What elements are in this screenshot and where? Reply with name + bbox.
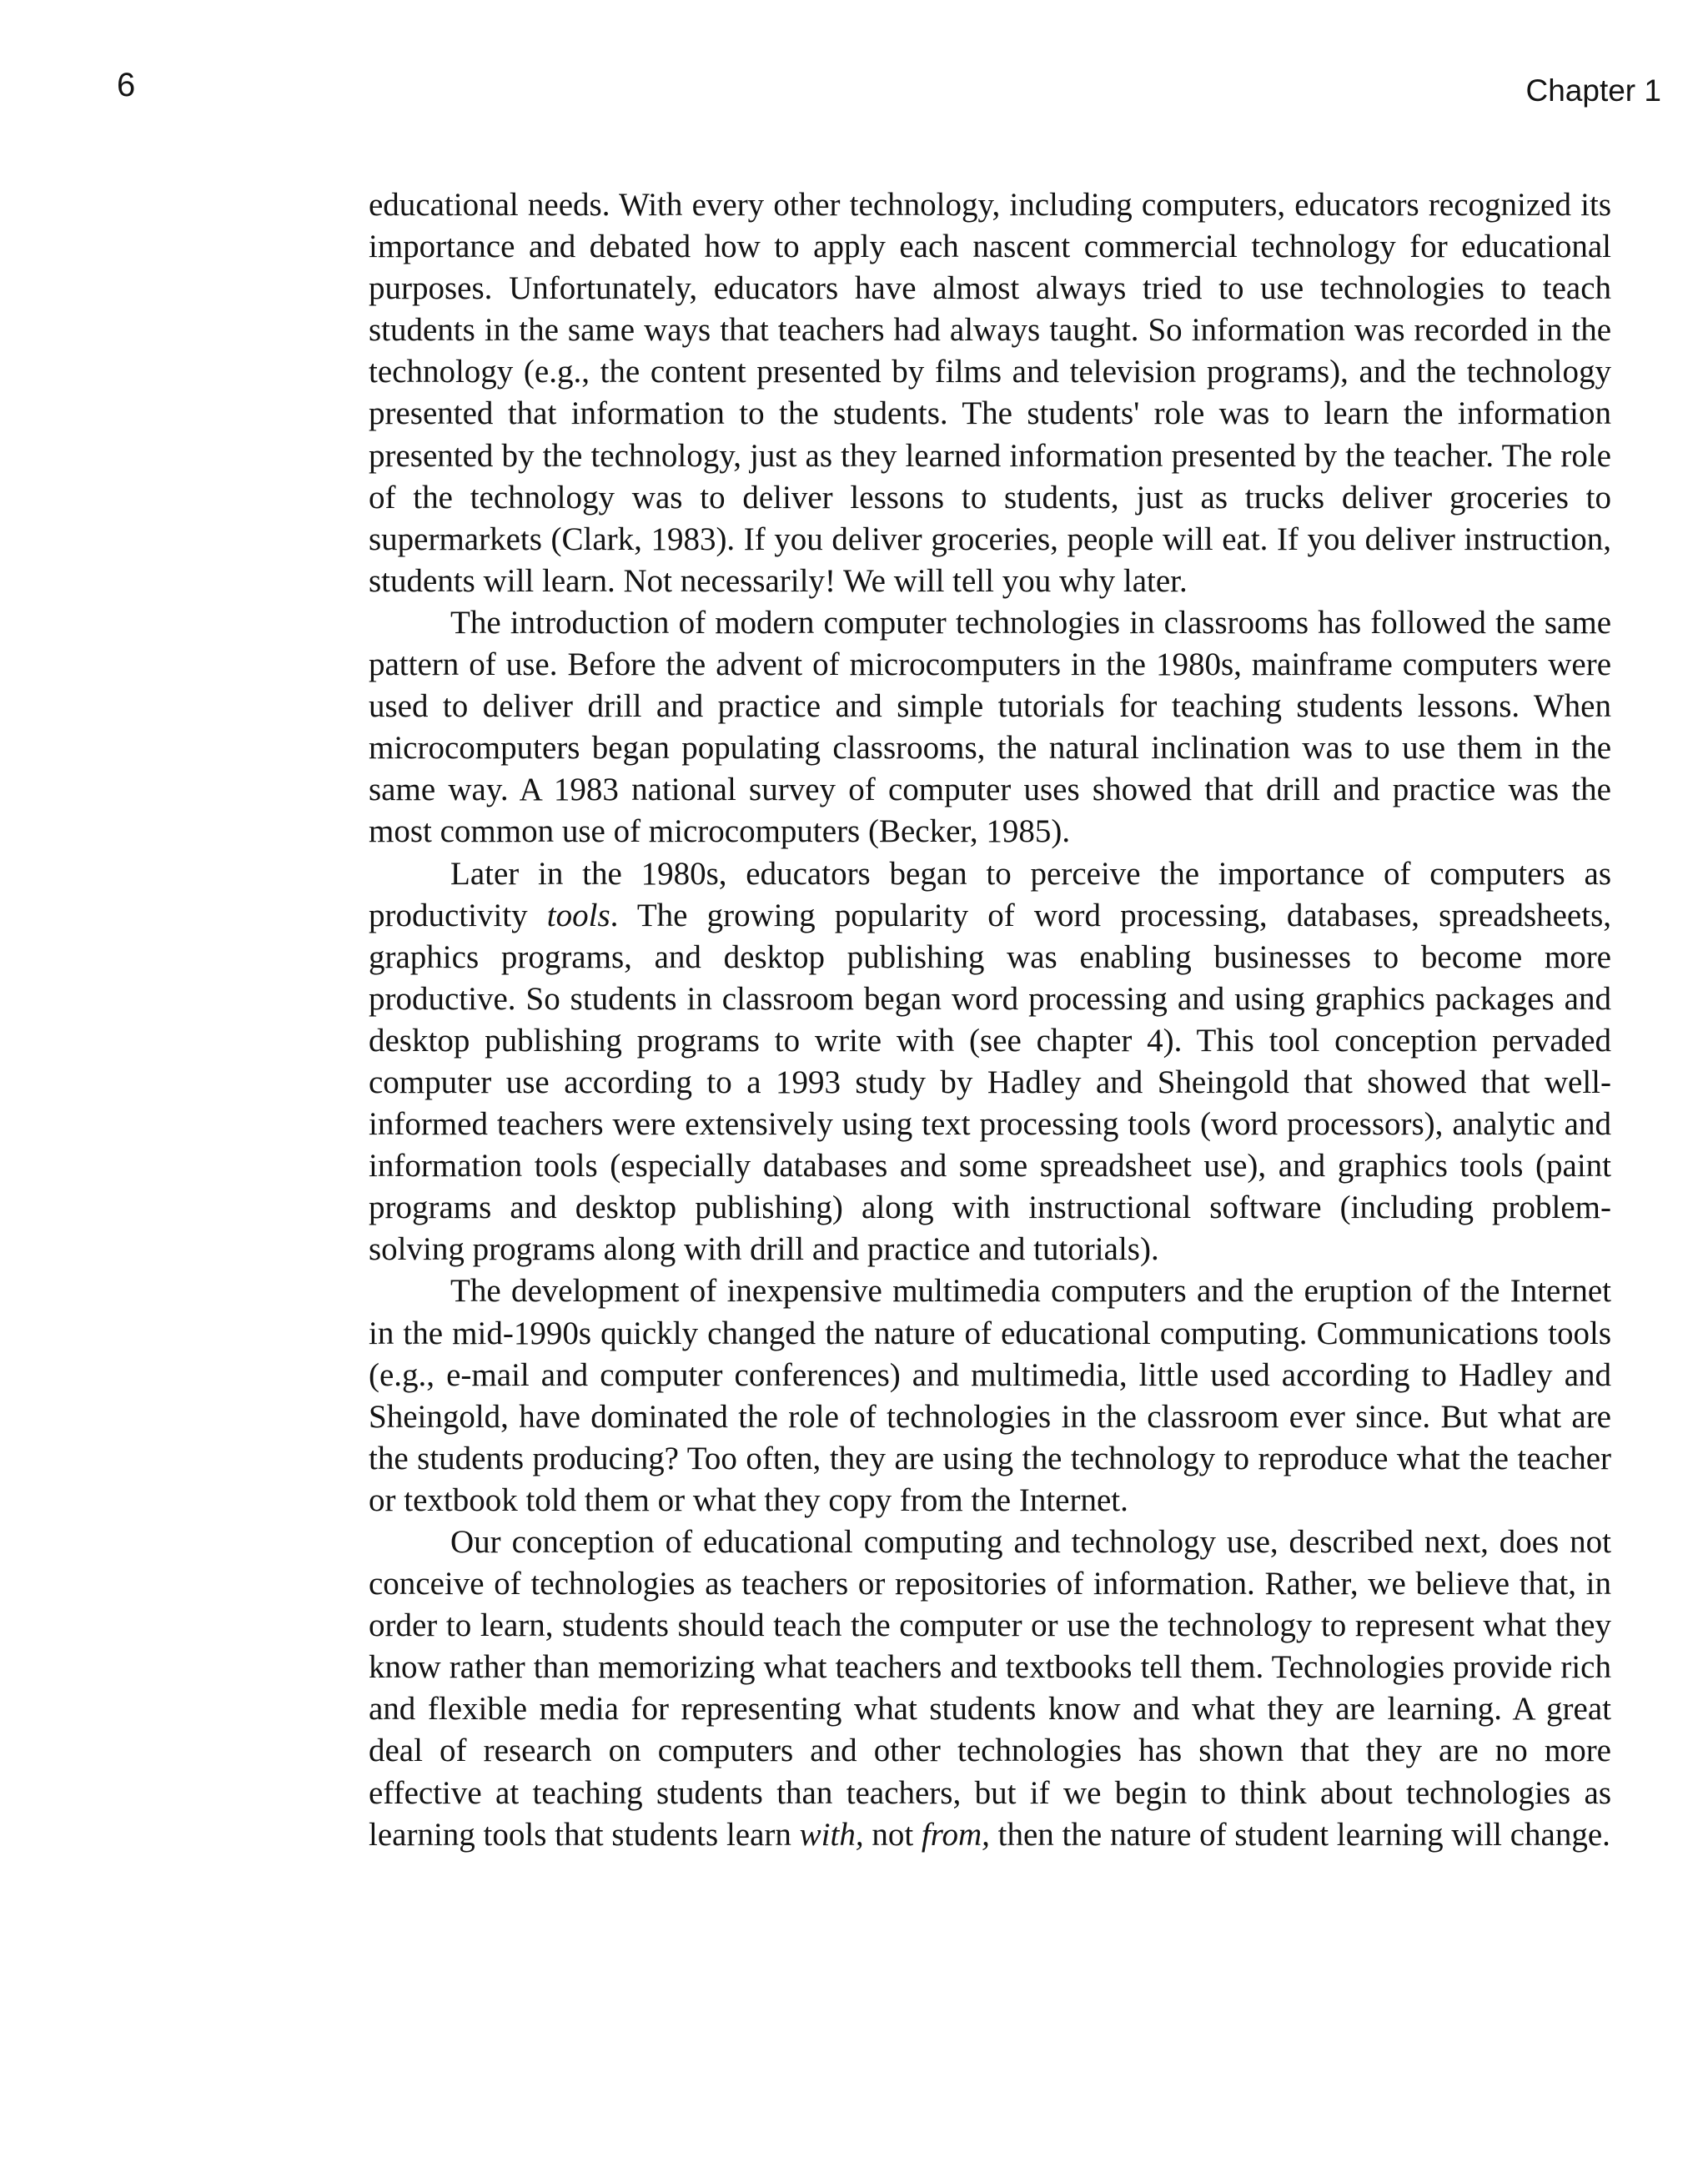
italic-term: with, [799,1816,864,1853]
paragraph-text: then the nature of student learning will change. [989,1816,1610,1853]
italic-term: from, [921,1816,990,1853]
paragraph-text: not [863,1816,922,1853]
paragraph [369,853,1611,1271]
body-text [369,184,1611,1856]
paragraph: educational needs. With every other technology, including computers, educators recognized its importance and debated how to apply each nascent commercial technology for educational purposes. Unfortunately, educators have almost always tried to use technologies to teach students in the same ways that teachers had always taught. So information was recorded in the technology (e.g., the content presented by films and television programs), and the technology presented that information to the students. The students' role was to learn the information presented by the technology, just as they learned information presented by the teacher. The role of the technology was to deliver lessons to students, just as trucks deliver groceries to supermarkets (Clark, 1983). If you deliver groceries, people will eat. If you deliver instruction, students will learn. Not necessarily! We will tell you why later. [369,187,1611,599]
paragraph: The introduction of modern computer technologies in classrooms has followed the same pattern of use. Before the advent of microcomputers in the 1980s, mainframe computers were used to deliver drill and practice and simple tutorials for teaching students lessons. When microcomputers began populating classrooms, the natural inclination was to use them in the same way. A 1983 national survey of computer uses showed that drill and practice was the most common use of microcomputers (Becker, 1985). [369,604,1611,850]
paragraph-text: Our conception of educational computing and technology use, described next, does not conceive of technologies as teachers or repositories of information. Rather, we believe that, in order to learn, students should teach the computer or use the technology to represent what they know rather than memorizing what teachers and textbooks tell them. Technologies provide rich and flexible media for representing what students know and what they are learning. A great deal of research on computers and other technologies has shown that they are no more effective at teaching students than teachers, but if we begin to think about technologies as learning tools that students learn [369,1524,1611,1853]
running-head: Chapter 1 [1525,73,1661,108]
paragraph-text: . The growing popularity of word processing, databases, spreadsheets, graphics programs, and desktop publishing was enabling businesses to become more productive. So students in classroom began word processing and using graphics packages and desktop publishing programs to write with (see chapter 4). This tool conception pervaded computer use according to a 1993 study by Hadley and Sheingold that showed that well-informed teachers were extensively using text processing tools (word processors), analytic and information tools (especially databases and some spreadsheet use), and graphics tools (paint programs and desktop publishing) along with instructional software (including problem-solving programs along with drill and practice and tutorials). [369,897,1612,1268]
page-number: 6 [117,67,136,103]
paragraph: The development of inexpensive multimedia computers and the eruption of the Internet in the mid-1990s quickly changed the nature of educational computing. Communications tools (e.g., e-mail and computer conferences) and multimedia, little used according to Hadley and Sheingold, have dominated the role of technologies in the classroom ever since. But what are the students producing? Too often, they are using the technology to reproduce what the teacher or textbook told them or what they copy from the Internet. [369,1273,1611,1518]
italic-term: tools [546,897,610,933]
paragraph-text: Later in the 1980s, educators began to perceive the importance of computers as productivity [369,855,1611,933]
paragraph [369,1522,1611,1856]
